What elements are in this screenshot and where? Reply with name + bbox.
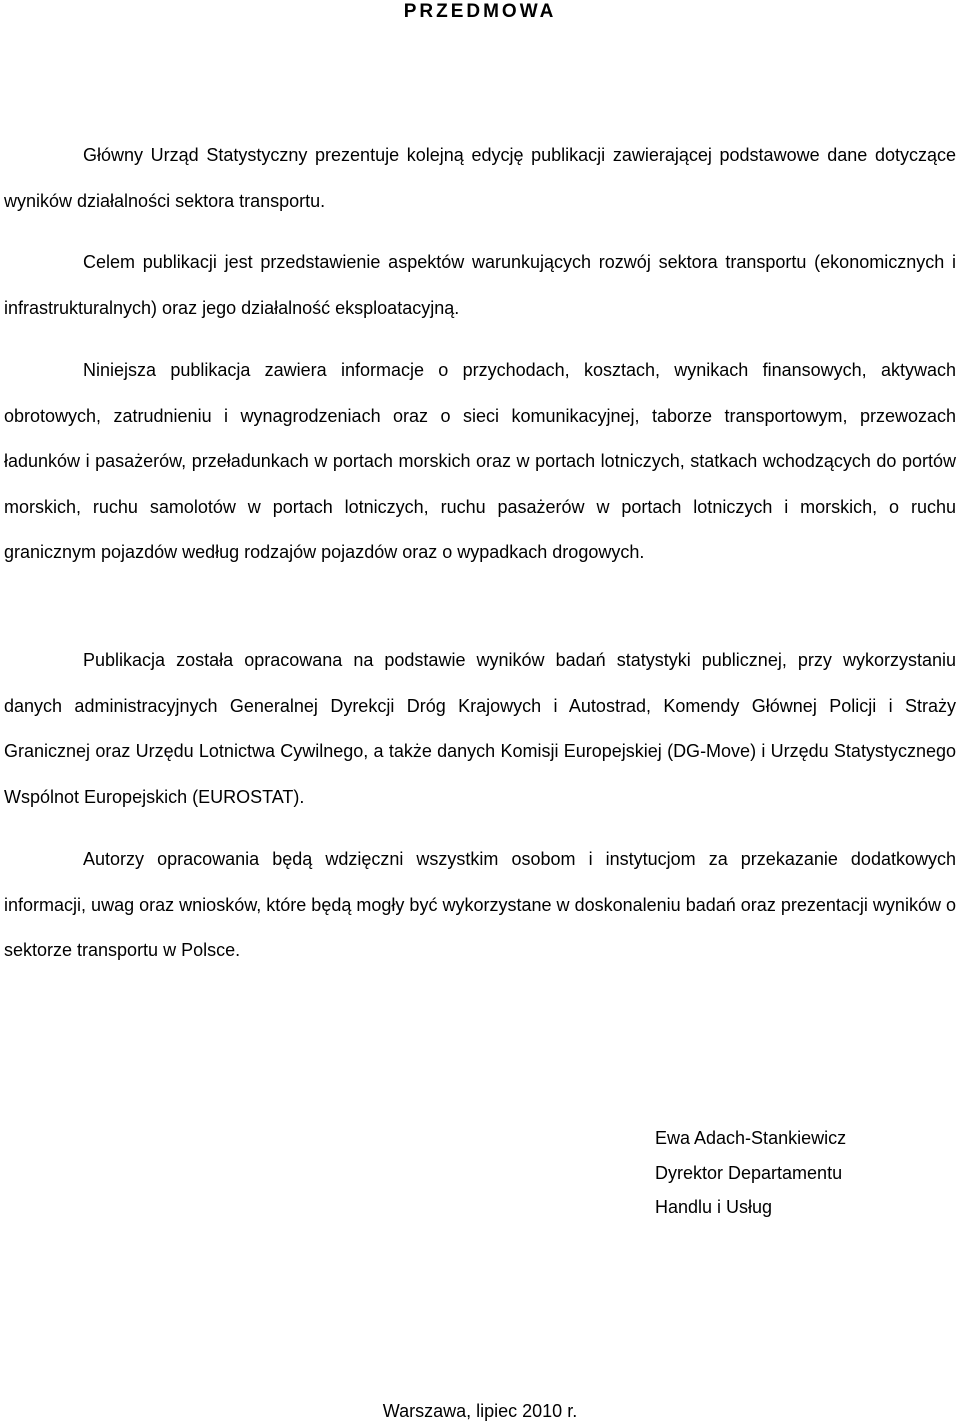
page-title: PRZEDMOWA (403, 1, 557, 22)
paragraph-intro: Główny Urząd Statystyczny prezentuje kolejną edycję publikacji zawierającej podstawowe dane dotyczące wyników działalności sektora transportu. (4, 145, 956, 211)
signature-name: Ewa Adach-Stankiewicz (655, 1128, 847, 1148)
paragraph-acknowledgement: Autorzy opracowania będą wdzięczni wszystkim osobom i instytucjom za przekazanie dodatkowych informacji, uwag oraz wniosków, które będą mogły być wykorzystane w doskonaleniu badań oraz prezentacji wyników o sektorze transportu w Polsce. (4, 849, 956, 961)
paragraph-purpose: Celem publikacji jest przedstawienie aspektów warunkujących rozwój sektora transportu (ekonomicznych i infrastrukturalnych) oraz jego działalność eksploatacyjną. (4, 252, 956, 318)
place-date: Warszawa, lipiec 2010 r. (382, 1401, 578, 1421)
signature-position: Dyrektor Departamentu (655, 1162, 843, 1183)
signature-department: Handlu i Usług (655, 1197, 773, 1217)
paragraph-contents: Niniejsza publikacja zawiera informacje o przychodach, kosztach, wynikach finansowych, aktywach obrotowych, zatrudnieniu i wynagrodzeniach oraz o sieci komunikacyjnej, taborze transportowym, przewozach ładunków i pasażerów, przeładunkach w portach morskich oraz w portach lotniczych, statkach wchodzących do portów morskich, ruchu samolotów w portach lotniczych, ruchu pasażerów w portach lotniczych i morskich, o ruchu granicznym pojazdów według rodzajów pojazdów oraz o wypadkach drogowych. (4, 360, 956, 563)
signature-block (655, 1121, 846, 1225)
paragraph-sources: Publikacja została opracowana na podstawie wyników badań statystyki publicznej, przy wykorzystaniu danych administracyjnych Generalnej Dyrekcji Dróg Krajowych i Autostrad, Komendy Głównej Policji i Straży Granicznej oraz Urzędu Lotnictwa Cywilnego, a także danych Komisji Europejskiej (DG-Move) i Urzędu Statystycznego Wspólnot Europejskich (EUROSTAT). (4, 650, 956, 807)
